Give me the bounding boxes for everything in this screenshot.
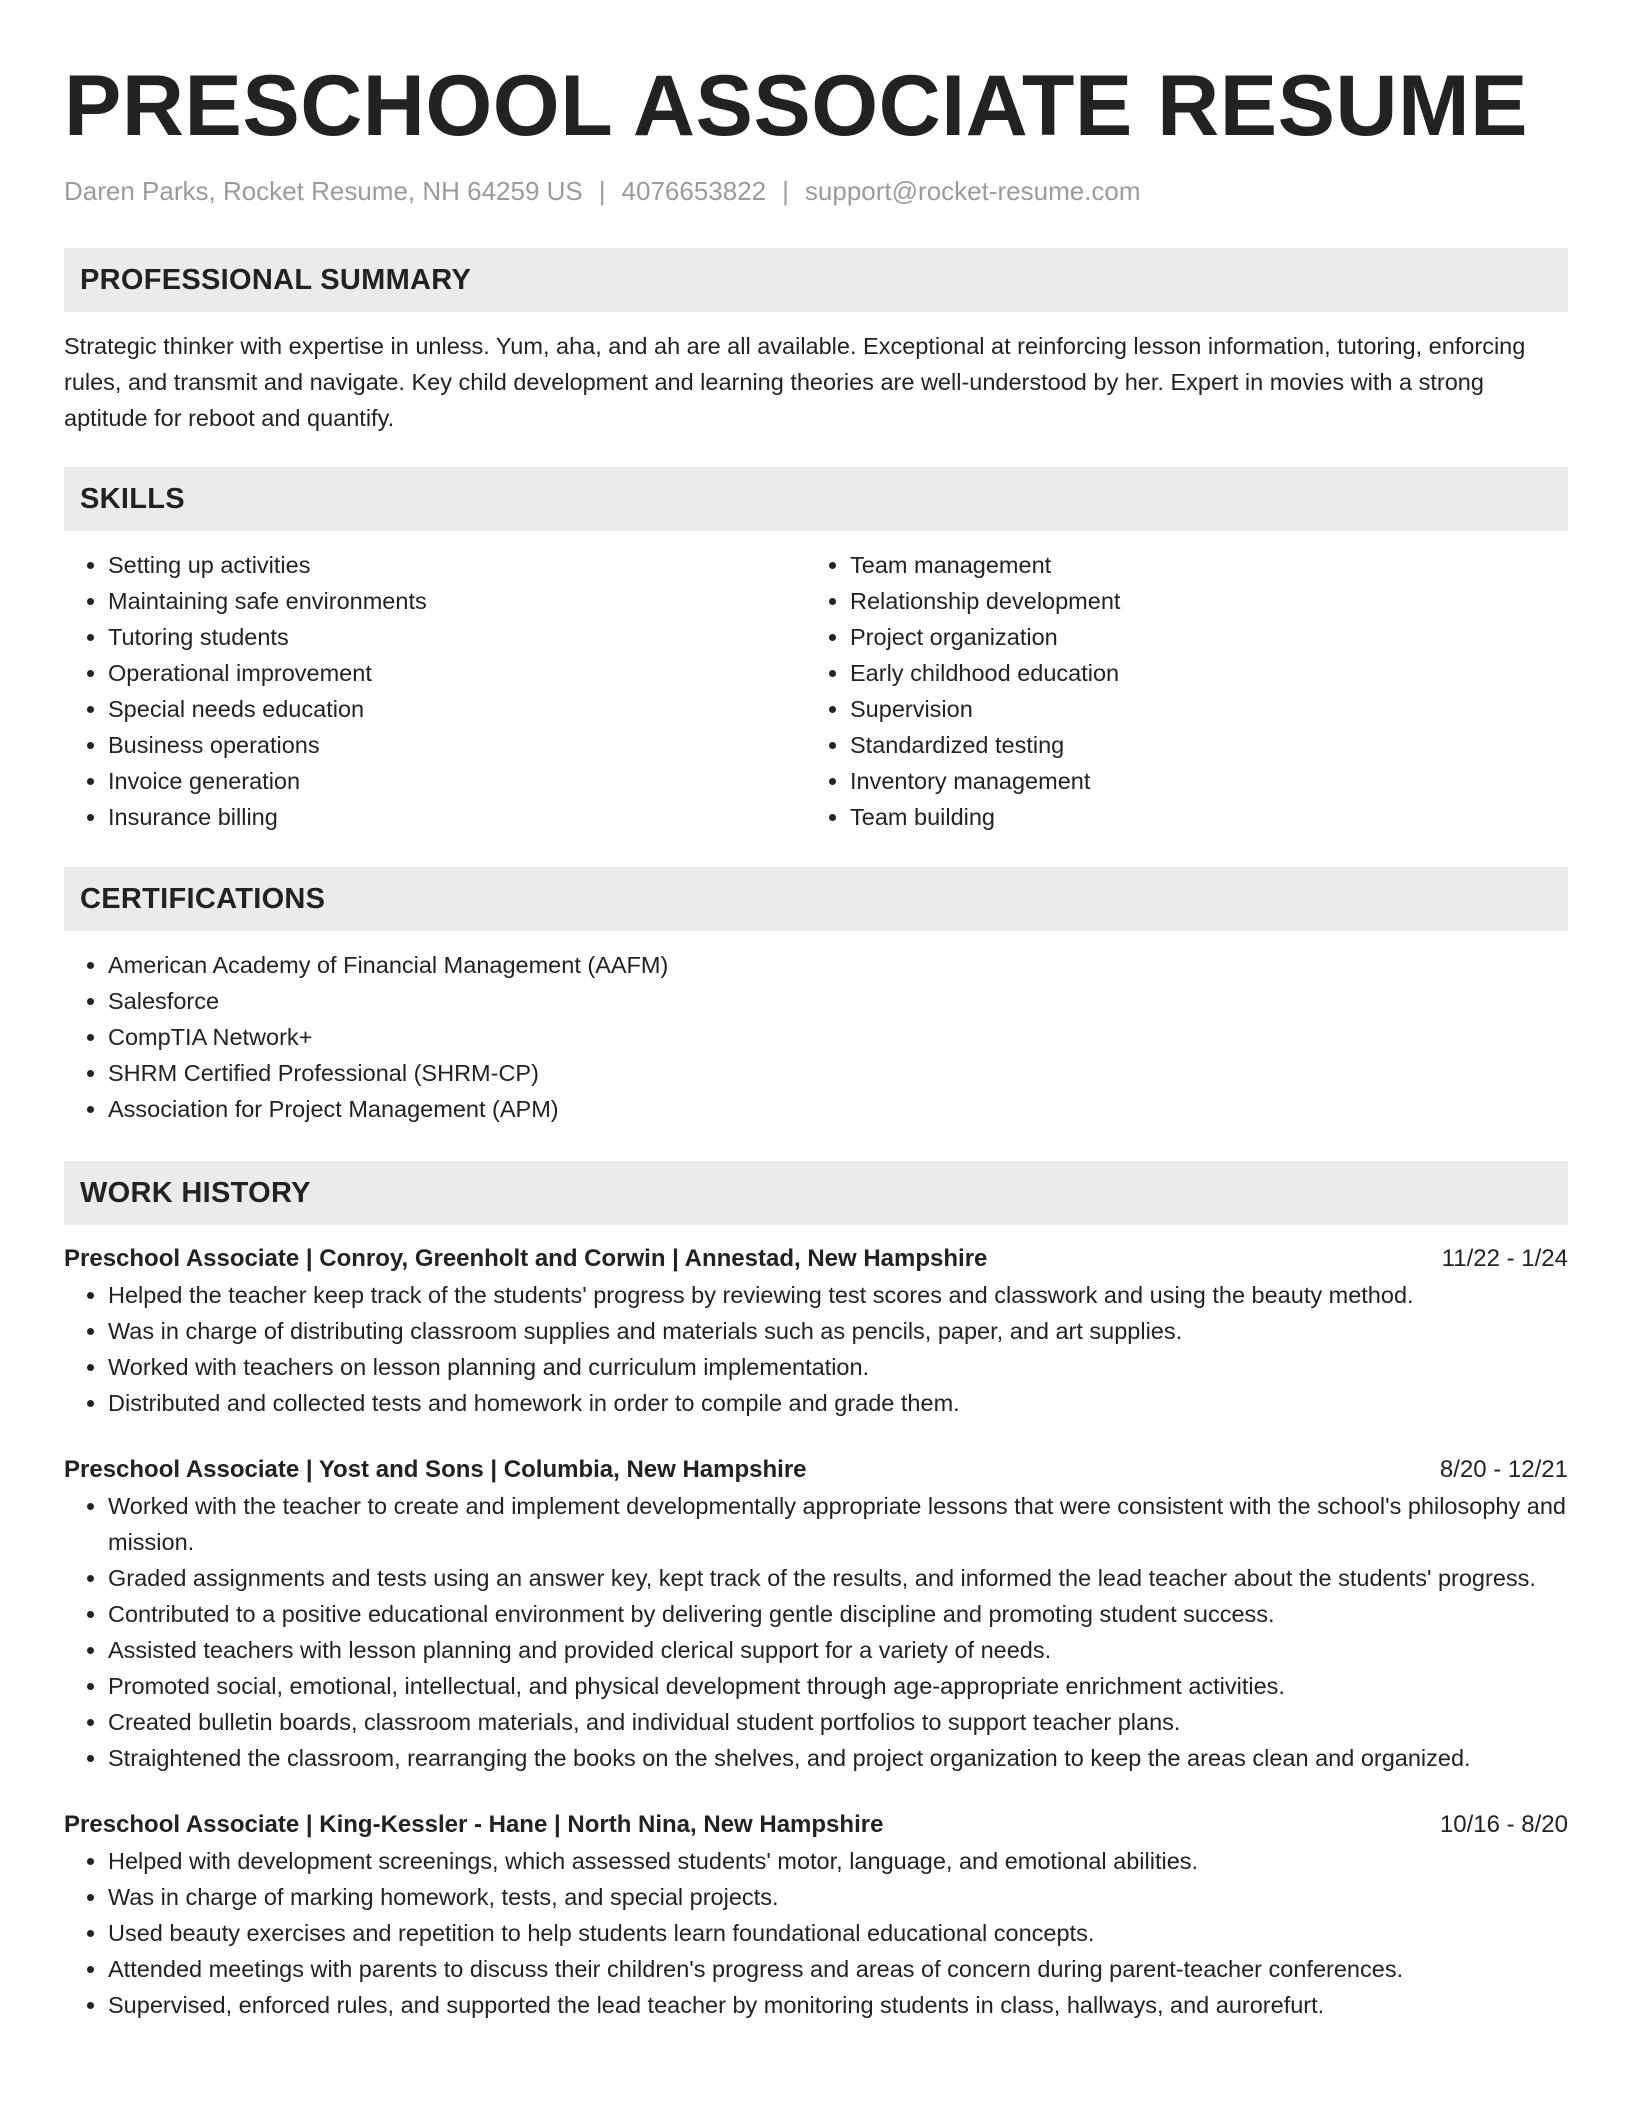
job-dates: 11/22 - 1/24 — [1441, 1245, 1568, 1272]
skill-item: • Early childhood education — [850, 655, 1548, 691]
job-dates: 8/20 - 12/21 — [1439, 1456, 1568, 1483]
contact-line — [64, 174, 1568, 208]
resume-page — [64, 0, 1568, 2023]
skill-item: • Maintaining safe environments — [108, 583, 806, 619]
skill-item: • Standardized testing — [850, 727, 1548, 763]
certification-item: • Salesforce — [108, 983, 1568, 1019]
job-entry — [64, 1807, 1568, 2023]
job-bullet: • Contributed to a positive educational environment by delivering gentle discipline and promoting student success. — [108, 1596, 1568, 1632]
job-bullet: • Was in charge of distributing classroom supplies and materials such as pencils, paper, and art supplies. — [108, 1313, 1568, 1349]
job-bullet-list — [64, 1277, 1568, 1421]
job-title: Preschool Associate | Yost and Sons | Columbia, New Hampshire — [64, 1456, 807, 1483]
certifications-heading: CERTIFICATIONS — [64, 867, 1568, 931]
job-bullet: • Worked with the teacher to create and implement developmentally appropriate lessons that were consistent with the school's philosophy and mission. — [108, 1488, 1568, 1560]
skill-item: • Operational improvement — [108, 655, 806, 691]
job-bullet: • Used beauty exercises and repetition to help students learn foundational educational concepts. — [108, 1915, 1568, 1951]
job-bullet: • Attended meetings with parents to discuss their children's progress and areas of concern during parent-teacher conferences. — [108, 1951, 1568, 1987]
skill-item: • Setting up activities — [108, 547, 806, 583]
skills-section — [64, 467, 1568, 835]
certification-item: • CompTIA Network+ — [108, 1019, 1568, 1055]
job-header — [64, 1807, 1568, 1843]
skills-list-right — [806, 547, 1548, 835]
contact-phone: 4076653822 — [621, 176, 767, 206]
skill-item: • Team building — [850, 799, 1548, 835]
job-header — [64, 1241, 1568, 1277]
skill-item: • Inventory management — [850, 763, 1548, 799]
contact-address: Daren Parks, Rocket Resume, NH 64259 US — [64, 176, 583, 206]
job-bullet-list — [64, 1488, 1568, 1776]
job-title: Preschool Associate | Conroy, Greenholt and Corwin | Annestad, New Hampshire — [64, 1245, 988, 1272]
certifications-section — [64, 867, 1568, 1127]
job-dates: 10/16 - 8/20 — [1439, 1811, 1568, 1838]
certifications-list — [64, 947, 1568, 1127]
work-jobs — [64, 1241, 1568, 2023]
skill-item: • Tutoring students — [108, 619, 806, 655]
skill-item: • Business operations — [108, 727, 806, 763]
skills-column-right — [806, 547, 1548, 835]
job-bullet: • Worked with teachers on lesson planning and curriculum implementation. — [108, 1349, 1568, 1385]
skills-list-left — [64, 547, 806, 835]
skill-item: • Relationship development — [850, 583, 1548, 619]
job-bullet: • Helped with development screenings, which assessed students' motor, language, and emotional abilities. — [108, 1843, 1568, 1879]
skills-columns — [64, 547, 1568, 835]
job-entry — [64, 1241, 1568, 1421]
job-bullet: • Distributed and collected tests and homework in order to compile and grade them. — [108, 1385, 1568, 1421]
skill-item: • Supervision — [850, 691, 1548, 727]
certification-item: • SHRM Certified Professional (SHRM-CP) — [108, 1055, 1568, 1091]
certification-item: • Association for Project Management (APM) — [108, 1091, 1568, 1127]
job-header — [64, 1452, 1568, 1488]
job-bullet: • Was in charge of marking homework, tests, and special projects. — [108, 1879, 1568, 1915]
skill-item: • Insurance billing — [108, 799, 806, 835]
contact-separator: | — [782, 176, 789, 206]
skill-item: • Project organization — [850, 619, 1548, 655]
job-bullet: • Helped the teacher keep track of the students' progress by reviewing test scores and classwork and using the beauty method. — [108, 1277, 1568, 1313]
job-bullet: • Straightened the classroom, rearranging the books on the shelves, and project organization to keep the areas clean and organized. — [108, 1740, 1568, 1776]
contact-email: support@rocket-resume.com — [804, 176, 1141, 206]
resume-title: PRESCHOOL ASSOCIATE RESUME — [64, 58, 1529, 154]
job-bullet-list — [64, 1843, 1568, 2023]
job-bullet: • Supervised, enforced rules, and supported the lead teacher by monitoring students in class, hallways, and aurorefurt. — [108, 1987, 1568, 2023]
work-section — [64, 1161, 1568, 2023]
job-bullet: • Assisted teachers with lesson planning and provided clerical support for a variety of needs. — [108, 1632, 1568, 1668]
work-heading: WORK HISTORY — [64, 1161, 1568, 1225]
certification-item: • American Academy of Financial Management (AAFM) — [108, 947, 1568, 983]
summary-section — [64, 248, 1568, 436]
job-entry — [64, 1452, 1568, 1776]
skill-item: • Team management — [850, 547, 1548, 583]
job-title: Preschool Associate | King-Kessler - Hane | North Nina, New Hampshire — [64, 1811, 884, 1838]
skills-column-left — [64, 547, 806, 835]
skill-item: • Special needs education — [108, 691, 806, 727]
job-bullet: • Graded assignments and tests using an answer key, kept track of the results, and informed the lead teacher about the students' progress. — [108, 1560, 1568, 1596]
skill-item: • Invoice generation — [108, 763, 806, 799]
summary-heading: PROFESSIONAL SUMMARY — [64, 248, 1568, 312]
job-bullet: • Created bulletin boards, classroom materials, and individual student portfolios to support teacher plans. — [108, 1704, 1568, 1740]
skills-heading: SKILLS — [64, 467, 1568, 531]
contact-separator: | — [598, 176, 606, 206]
summary-text: Strategic thinker with expertise in unless. Yum, aha, and ah are all available. Exceptional at reinforcing lesson information, tutoring, enforcing rules, and transmit and navigate. Key child development and learning theories are well-understood by her. Expert in movies with a strong aptitude for reboot and quantify. — [64, 333, 1526, 431]
job-bullet: • Promoted social, emotional, intellectual, and physical development through age-appropriate enrichment activities. — [108, 1668, 1568, 1704]
